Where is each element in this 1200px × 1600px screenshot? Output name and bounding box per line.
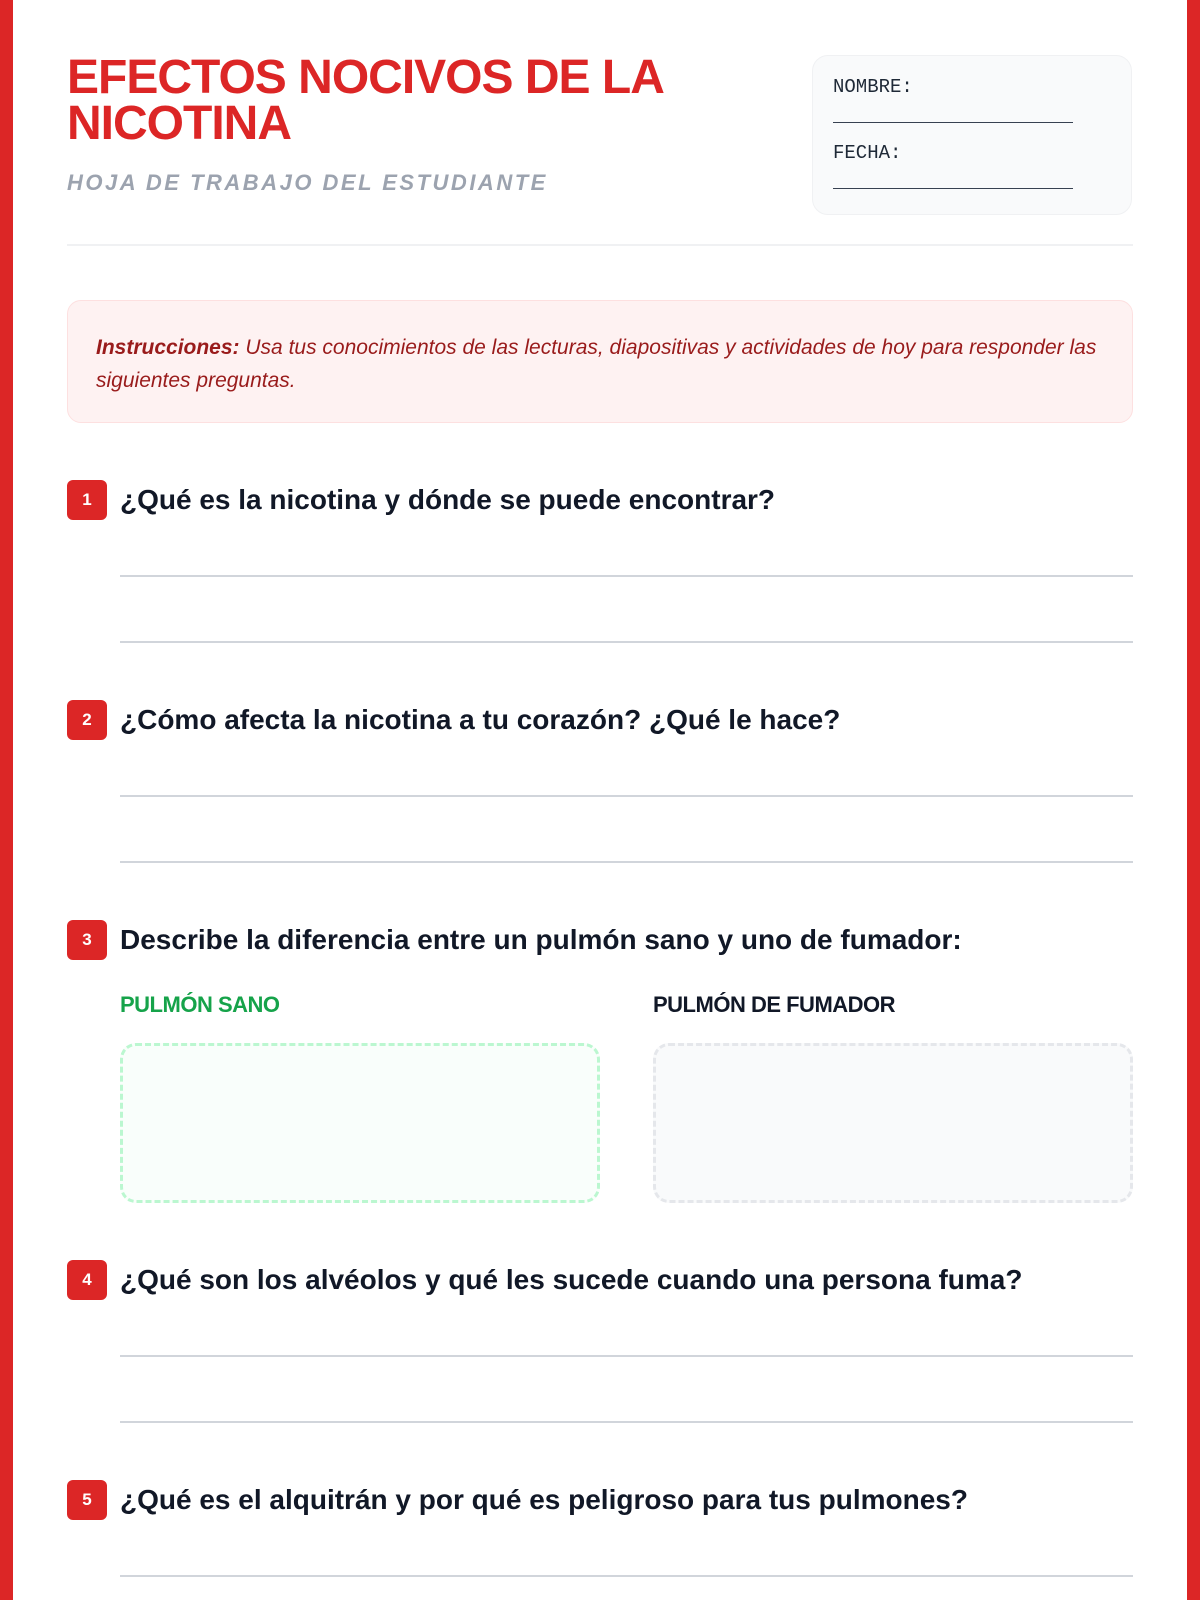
question-text: Describe la diferencia entre un pulmón sano y uno de fumador:	[120, 924, 962, 955]
question-text: ¿Cómo afecta la nicotina a tu corazón? ¿Qué le hace?	[120, 704, 841, 735]
answer-line[interactable]	[120, 795, 1133, 797]
question-number-badge: 3	[67, 920, 107, 960]
page-title: EFECTOS NOCIVOS DE LA NICOTINA	[67, 51, 663, 150]
answer-line[interactable]	[120, 575, 1133, 577]
date-label: FECHA:	[833, 142, 902, 164]
question-text: ¿Qué son los alvéolos y qué les sucede cuando una persona fuma?	[120, 1264, 1023, 1295]
student-info-box	[812, 55, 1132, 215]
name-field[interactable]	[833, 122, 1073, 123]
answer-line[interactable]	[120, 641, 1133, 643]
answer-line[interactable]	[120, 1355, 1133, 1357]
answer-line[interactable]	[120, 1575, 1133, 1577]
question-number-badge: 5	[67, 1480, 107, 1520]
smoker-lung-label: PULMÓN DE FUMADOR	[653, 992, 896, 1017]
page-subtitle: HOJA DE TRABAJO DEL ESTUDIANTE	[67, 170, 548, 195]
left-accent-bar	[0, 0, 13, 1600]
question-text: ¿Qué es el alquitrán y por qué es peligroso para tus pulmones?	[120, 1484, 968, 1515]
healthy-lung-label: PULMÓN SANO	[120, 992, 280, 1017]
answer-line[interactable]	[120, 861, 1133, 863]
worksheet	[67, 0, 1133, 1600]
healthy-lung-answer-box[interactable]	[120, 1043, 600, 1203]
question-number-badge: 2	[67, 700, 107, 740]
question-number-badge: 1	[67, 480, 107, 520]
instructions-label: Instrucciones:	[96, 336, 240, 359]
date-field[interactable]	[833, 188, 1073, 189]
worksheet-header	[67, 51, 1133, 245]
answer-line[interactable]	[120, 1421, 1133, 1423]
question-text: ¿Qué es la nicotina y dónde se puede encontrar?	[120, 484, 776, 515]
header-divider	[67, 244, 1133, 246]
question-number-badge: 4	[67, 1260, 107, 1300]
instructions-box	[67, 300, 1133, 423]
right-accent-bar	[1187, 0, 1200, 1600]
instructions-text: Usa tus conocimientos de las lecturas, diapositivas y actividades de hoy para responder las siguientes preguntas.	[96, 336, 1097, 392]
name-label: NOMBRE:	[833, 76, 913, 98]
smoker-lung-answer-box[interactable]	[653, 1043, 1133, 1203]
